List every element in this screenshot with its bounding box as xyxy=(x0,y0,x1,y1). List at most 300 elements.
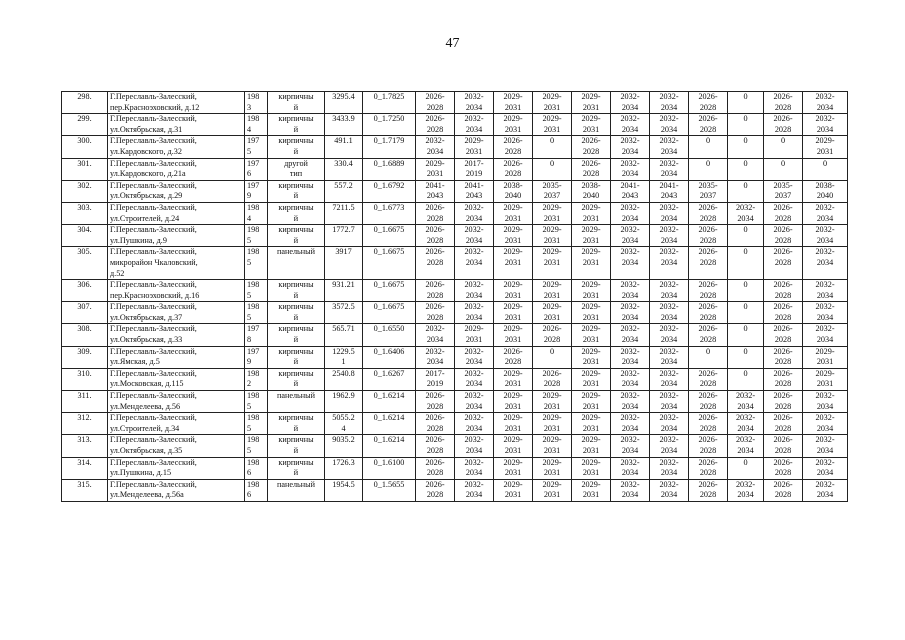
build-year-cell: 198 5 xyxy=(245,247,268,280)
address-cell: Г.Переславль-Залесский, ул.Ямская, д.5 xyxy=(108,346,245,368)
period-cell: 2026- 2028 xyxy=(764,479,803,501)
build-year-cell: 198 5 xyxy=(245,413,268,435)
period-cell: 2032- 2034 xyxy=(650,391,689,413)
period-cell: 2029- 2031 xyxy=(572,92,611,114)
address-cell: Г.Переславль-Залесский, ул.Октябрьская, д.29 xyxy=(108,180,245,202)
period-cell: 2026- 2028 xyxy=(416,92,455,114)
build-year-cell: 198 4 xyxy=(245,114,268,136)
period-cell: 2029- 2031 xyxy=(533,302,572,324)
period-cell: 2026- 2028 xyxy=(764,435,803,457)
period-cell: 2029- 2031 xyxy=(572,346,611,368)
build-year-cell: 198 5 xyxy=(245,391,268,413)
period-cell: 2026- 2028 xyxy=(416,225,455,247)
period-cell: 2032- 2034 xyxy=(416,346,455,368)
period-cell: 2029- 2031 xyxy=(572,479,611,501)
build-year-cell: 197 9 xyxy=(245,346,268,368)
row-number-cell: 314. xyxy=(62,457,108,479)
table-row xyxy=(62,114,848,136)
index-cell: 0_1.6889 xyxy=(363,158,416,180)
period-cell: 2026- 2028 xyxy=(494,136,533,158)
area-cell: 1772.7 xyxy=(325,225,363,247)
period-cell: 2032- 2034 xyxy=(803,324,848,346)
address-cell: Г.Переславль-Залесский, ул.Строителей, д.34 xyxy=(108,413,245,435)
wall-material-cell: кирпичны й xyxy=(268,435,325,457)
wall-material-cell: кирпичны й xyxy=(268,324,325,346)
period-cell: 2026- 2028 xyxy=(764,202,803,224)
period-cell: 2029- 2031 xyxy=(533,114,572,136)
address-cell: Г.Переславль-Залесский, ул.Октябрьская, д.33 xyxy=(108,324,245,346)
period-cell: 0 xyxy=(728,158,764,180)
index-cell: 0_1.6550 xyxy=(363,324,416,346)
period-cell: 2029- 2031 xyxy=(533,435,572,457)
row-number-cell: 306. xyxy=(62,280,108,302)
build-year-cell: 198 2 xyxy=(245,368,268,390)
period-cell: 2032- 2034 xyxy=(611,136,650,158)
area-cell: 3295.4 xyxy=(325,92,363,114)
area-cell: 9035.2 xyxy=(325,435,363,457)
period-cell: 2032- 2034 xyxy=(650,114,689,136)
period-cell: 2029- 2031 xyxy=(494,202,533,224)
table-row xyxy=(62,324,848,346)
period-cell: 2032- 2034 xyxy=(650,247,689,280)
period-cell: 2029- 2031 xyxy=(455,324,494,346)
address-cell: Г.Переславль-Залесский, микрорайон Чкаловский, д.52 xyxy=(108,247,245,280)
wall-material-cell: кирпичны й xyxy=(268,413,325,435)
page-number: 47 xyxy=(445,36,460,51)
table-row xyxy=(62,158,848,180)
period-cell: 2026- 2028 xyxy=(764,346,803,368)
period-cell: 2029- 2031 xyxy=(494,324,533,346)
period-cell: 2032- 2034 xyxy=(650,435,689,457)
period-cell: 2026- 2028 xyxy=(416,479,455,501)
period-cell: 2029- 2031 xyxy=(572,225,611,247)
period-cell: 2017- 2019 xyxy=(455,158,494,180)
period-cell: 2032- 2034 xyxy=(611,247,650,280)
period-cell: 2029- 2031 xyxy=(494,92,533,114)
row-number-cell: 300. xyxy=(62,136,108,158)
period-cell: 2032- 2034 xyxy=(455,247,494,280)
period-cell: 2032- 2034 xyxy=(611,302,650,324)
index-cell: 0_1.6267 xyxy=(363,368,416,390)
row-number-cell: 309. xyxy=(62,346,108,368)
period-cell: 2029- 2031 xyxy=(416,158,455,180)
period-cell: 2032- 2034 xyxy=(611,202,650,224)
build-year-cell: 198 5 xyxy=(245,302,268,324)
period-cell: 2032- 2034 xyxy=(803,457,848,479)
build-year-cell: 198 5 xyxy=(245,225,268,247)
period-cell: 2029- 2031 xyxy=(494,280,533,302)
table-row xyxy=(62,391,848,413)
area-cell: 565.71 xyxy=(325,324,363,346)
period-cell: 0 xyxy=(533,346,572,368)
period-cell: 2032- 2034 xyxy=(803,247,848,280)
period-cell: 0 xyxy=(728,247,764,280)
wall-material-cell: кирпичны й xyxy=(268,92,325,114)
table-row xyxy=(62,202,848,224)
period-cell: 0 xyxy=(689,158,728,180)
period-cell: 2026- 2028 xyxy=(416,302,455,324)
period-cell: 2029- 2031 xyxy=(494,247,533,280)
area-cell: 1229.5 1 xyxy=(325,346,363,368)
period-cell: 2032- 2034 xyxy=(650,457,689,479)
area-cell: 5055.2 4 xyxy=(325,413,363,435)
wall-material-cell: кирпичны й xyxy=(268,114,325,136)
address-cell: Г.Переславль-Залесский, ул.Октябрьская, д.31 xyxy=(108,114,245,136)
period-cell: 2032- 2034 xyxy=(728,479,764,501)
period-cell: 0 xyxy=(728,92,764,114)
period-cell: 2029- 2031 xyxy=(494,435,533,457)
period-cell: 2029- 2031 xyxy=(494,479,533,501)
period-cell: 2029- 2031 xyxy=(494,368,533,390)
area-cell: 330.4 xyxy=(325,158,363,180)
table-row xyxy=(62,346,848,368)
period-cell: 2032- 2034 xyxy=(611,391,650,413)
period-cell: 0 xyxy=(803,158,848,180)
period-cell: 0 xyxy=(533,136,572,158)
period-cell: 2026- 2028 xyxy=(494,346,533,368)
period-cell: 2026- 2028 xyxy=(764,302,803,324)
period-cell: 2032- 2034 xyxy=(803,391,848,413)
period-cell: 0 xyxy=(728,280,764,302)
area-cell: 3917 xyxy=(325,247,363,280)
period-cell: 0 xyxy=(728,346,764,368)
build-year-cell: 198 6 xyxy=(245,479,268,501)
period-cell: 2035- 2037 xyxy=(689,180,728,202)
address-cell: Г.Переславль-Залесский, ул.Московская, д.115 xyxy=(108,368,245,390)
period-cell: 2032- 2034 xyxy=(416,136,455,158)
row-number-cell: 313. xyxy=(62,435,108,457)
period-cell: 2026- 2028 xyxy=(689,92,728,114)
address-cell: Г.Переславль-Залесский, ул.Менделеева, д.56а xyxy=(108,479,245,501)
row-number-cell: 302. xyxy=(62,180,108,202)
period-cell: 2032- 2034 xyxy=(455,413,494,435)
period-cell: 2026- 2028 xyxy=(416,457,455,479)
address-cell: Г.Переславль-Залесский, пер.Красноэховский, д.16 xyxy=(108,280,245,302)
wall-material-cell: кирпичны й xyxy=(268,202,325,224)
period-cell: 2026- 2028 xyxy=(416,202,455,224)
period-cell: 2026- 2028 xyxy=(533,324,572,346)
housing-registry-table xyxy=(61,91,848,502)
index-cell: 0_1.6214 xyxy=(363,391,416,413)
table-row xyxy=(62,280,848,302)
period-cell: 2026- 2028 xyxy=(416,435,455,457)
row-number-cell: 305. xyxy=(62,247,108,280)
period-cell: 2032- 2034 xyxy=(650,479,689,501)
period-cell: 2026- 2028 xyxy=(494,158,533,180)
wall-material-cell: панельный xyxy=(268,479,325,501)
index-cell: 0_1.6406 xyxy=(363,346,416,368)
row-number-cell: 303. xyxy=(62,202,108,224)
index-cell: 0_1.6214 xyxy=(363,435,416,457)
area-cell: 1962.9 xyxy=(325,391,363,413)
period-cell: 2029- 2031 xyxy=(572,114,611,136)
table-row xyxy=(62,479,848,501)
table-row xyxy=(62,435,848,457)
period-cell: 2026- 2028 xyxy=(689,413,728,435)
period-cell: 2026- 2028 xyxy=(689,247,728,280)
period-cell: 0 xyxy=(728,180,764,202)
period-cell: 2029- 2031 xyxy=(494,413,533,435)
index-cell: 0_1.6675 xyxy=(363,280,416,302)
address-cell: Г.Переславль-Залесский, ул.Октябрьская, д.35 xyxy=(108,435,245,457)
period-cell: 2026- 2028 xyxy=(689,202,728,224)
period-cell: 2032- 2034 xyxy=(455,435,494,457)
period-cell: 2026- 2028 xyxy=(689,368,728,390)
period-cell: 2029- 2031 xyxy=(494,391,533,413)
period-cell: 2029- 2031 xyxy=(533,457,572,479)
area-cell: 557.2 xyxy=(325,180,363,202)
period-cell: 2029- 2031 xyxy=(533,92,572,114)
table-row xyxy=(62,92,848,114)
period-cell: 2032- 2034 xyxy=(416,324,455,346)
period-cell: 2032- 2034 xyxy=(650,136,689,158)
period-cell: 2026- 2028 xyxy=(689,225,728,247)
period-cell: 2029- 2031 xyxy=(494,225,533,247)
period-cell: 2038- 2040 xyxy=(494,180,533,202)
period-cell: 2029- 2031 xyxy=(533,247,572,280)
period-cell: 2032- 2034 xyxy=(611,368,650,390)
period-cell: 2041- 2043 xyxy=(455,180,494,202)
period-cell: 0 xyxy=(764,136,803,158)
period-cell: 2032- 2034 xyxy=(728,391,764,413)
period-cell: 2032- 2034 xyxy=(455,368,494,390)
wall-material-cell: другой тип xyxy=(268,158,325,180)
period-cell: 2032- 2034 xyxy=(611,435,650,457)
period-cell: 0 xyxy=(728,324,764,346)
period-cell: 2029- 2031 xyxy=(572,391,611,413)
period-cell: 2026- 2028 xyxy=(416,247,455,280)
row-number-cell: 308. xyxy=(62,324,108,346)
period-cell: 0 xyxy=(764,158,803,180)
period-cell: 2032- 2034 xyxy=(650,202,689,224)
period-cell: 0 xyxy=(728,302,764,324)
period-cell: 2026- 2028 xyxy=(764,114,803,136)
area-cell: 3433.9 xyxy=(325,114,363,136)
period-cell: 2026- 2028 xyxy=(764,457,803,479)
period-cell: 2032- 2034 xyxy=(650,368,689,390)
period-cell: 0 xyxy=(728,136,764,158)
period-cell: 2032- 2034 xyxy=(650,346,689,368)
area-cell: 2540.8 xyxy=(325,368,363,390)
period-cell: 2026- 2028 xyxy=(689,280,728,302)
period-cell: 2026- 2028 xyxy=(764,324,803,346)
period-cell: 2029- 2031 xyxy=(572,280,611,302)
period-cell: 2035- 2037 xyxy=(533,180,572,202)
period-cell: 2032- 2034 xyxy=(728,202,764,224)
table-row xyxy=(62,413,848,435)
period-cell: 2029- 2031 xyxy=(572,202,611,224)
period-cell: 2032- 2034 xyxy=(650,225,689,247)
period-cell: 0 xyxy=(728,114,764,136)
build-year-cell: 198 6 xyxy=(245,457,268,479)
period-cell: 2032- 2034 xyxy=(650,280,689,302)
address-cell: Г.Переславль-Залесский, пер.Красноэховский, д.12 xyxy=(108,92,245,114)
period-cell: 2032- 2034 xyxy=(803,479,848,501)
period-cell: 2032- 2034 xyxy=(455,280,494,302)
address-cell: Г.Переславль-Залесский, ул.Октябрьская, д.37 xyxy=(108,302,245,324)
period-cell: 2032- 2034 xyxy=(455,114,494,136)
period-cell: 2032- 2034 xyxy=(803,225,848,247)
period-cell: 2032- 2034 xyxy=(803,114,848,136)
build-year-cell: 197 9 xyxy=(245,180,268,202)
row-number-cell: 299. xyxy=(62,114,108,136)
area-cell: 1726.3 xyxy=(325,457,363,479)
period-cell: 2032- 2034 xyxy=(611,114,650,136)
period-cell: 2032- 2034 xyxy=(455,202,494,224)
period-cell: 2026- 2028 xyxy=(689,302,728,324)
period-cell: 2029- 2031 xyxy=(572,247,611,280)
period-cell: 2032- 2034 xyxy=(455,457,494,479)
period-cell: 2032- 2034 xyxy=(803,435,848,457)
period-cell: 2026- 2028 xyxy=(764,247,803,280)
build-year-cell: 198 5 xyxy=(245,280,268,302)
period-cell: 2032- 2034 xyxy=(650,92,689,114)
period-cell: 2032- 2034 xyxy=(611,280,650,302)
area-cell: 491.1 xyxy=(325,136,363,158)
period-cell: 2026- 2028 xyxy=(689,114,728,136)
period-cell: 2029- 2031 xyxy=(572,324,611,346)
period-cell: 2032- 2034 xyxy=(728,413,764,435)
period-cell: 2029- 2031 xyxy=(533,479,572,501)
table-row xyxy=(62,136,848,158)
index-cell: 0_1.7250 xyxy=(363,114,416,136)
wall-material-cell: кирпичны й xyxy=(268,346,325,368)
address-cell: Г.Переславль-Залесский, ул.Менделеева, д.56 xyxy=(108,391,245,413)
period-cell: 0 xyxy=(728,225,764,247)
area-cell: 7211.5 xyxy=(325,202,363,224)
address-cell: Г.Переславль-Залесский, ул.Кардовского, д.21а xyxy=(108,158,245,180)
index-cell: 0_1.6675 xyxy=(363,225,416,247)
period-cell: 2032- 2034 xyxy=(455,391,494,413)
period-cell: 2026- 2028 xyxy=(689,391,728,413)
period-cell: 2017- 2019 xyxy=(416,368,455,390)
wall-material-cell: кирпичны й xyxy=(268,136,325,158)
wall-material-cell: кирпичны й xyxy=(268,302,325,324)
period-cell: 2038- 2040 xyxy=(572,180,611,202)
period-cell: 2032- 2034 xyxy=(611,158,650,180)
period-cell: 2029- 2031 xyxy=(572,302,611,324)
address-cell: Г.Переславль-Залесский, ул.Пушкина, д.9 xyxy=(108,225,245,247)
period-cell: 2032- 2034 xyxy=(455,225,494,247)
period-cell: 2032- 2034 xyxy=(803,202,848,224)
period-cell: 2029- 2031 xyxy=(803,346,848,368)
period-cell: 2026- 2028 xyxy=(689,324,728,346)
period-cell: 0 xyxy=(689,346,728,368)
table-row xyxy=(62,247,848,280)
period-cell: 2029- 2031 xyxy=(533,225,572,247)
table-row xyxy=(62,225,848,247)
period-cell: 2026- 2028 xyxy=(416,391,455,413)
address-cell: Г.Переславль-Залесский, ул.Кардовского, д.32 xyxy=(108,136,245,158)
table-row xyxy=(62,368,848,390)
row-number-cell: 315. xyxy=(62,479,108,501)
period-cell: 2029- 2031 xyxy=(533,391,572,413)
address-cell: Г.Переславль-Залесский, ул.Пушкина, д.15 xyxy=(108,457,245,479)
period-cell: 2026- 2028 xyxy=(572,136,611,158)
period-cell: 0 xyxy=(533,158,572,180)
period-cell: 2032- 2034 xyxy=(455,302,494,324)
row-number-cell: 301. xyxy=(62,158,108,180)
period-cell: 2032- 2034 xyxy=(611,479,650,501)
index-cell: 0_1.7179 xyxy=(363,136,416,158)
wall-material-cell: кирпичны й xyxy=(268,280,325,302)
wall-material-cell: кирпичны й xyxy=(268,368,325,390)
period-cell: 2026- 2028 xyxy=(416,114,455,136)
row-number-cell: 310. xyxy=(62,368,108,390)
period-cell: 2029- 2031 xyxy=(572,457,611,479)
table-row xyxy=(62,302,848,324)
wall-material-cell: панельный xyxy=(268,247,325,280)
period-cell: 2041- 2043 xyxy=(650,180,689,202)
period-cell: 2029- 2031 xyxy=(494,114,533,136)
period-cell: 2029- 2031 xyxy=(533,413,572,435)
build-year-cell: 197 5 xyxy=(245,136,268,158)
period-cell: 2029- 2031 xyxy=(803,368,848,390)
period-cell: 2032- 2034 xyxy=(455,479,494,501)
period-cell: 2032- 2034 xyxy=(611,457,650,479)
address-cell: Г.Переславль-Залесский, ул.Строителей, д.24 xyxy=(108,202,245,224)
period-cell: 2026- 2028 xyxy=(764,92,803,114)
index-cell: 0_1.6214 xyxy=(363,413,416,435)
period-cell: 2026- 2028 xyxy=(533,368,572,390)
period-cell: 2026- 2028 xyxy=(764,280,803,302)
period-cell: 2029- 2031 xyxy=(572,413,611,435)
period-cell: 2029- 2031 xyxy=(533,202,572,224)
row-number-cell: 304. xyxy=(62,225,108,247)
period-cell: 2032- 2034 xyxy=(650,158,689,180)
area-cell: 931.21 xyxy=(325,280,363,302)
period-cell: 2026- 2028 xyxy=(416,413,455,435)
period-cell: 2032- 2034 xyxy=(650,324,689,346)
index-cell: 0_1.7825 xyxy=(363,92,416,114)
build-year-cell: 198 5 xyxy=(245,435,268,457)
period-cell: 2032- 2034 xyxy=(728,435,764,457)
period-cell: 2032- 2034 xyxy=(650,302,689,324)
index-cell: 0_1.6100 xyxy=(363,457,416,479)
period-cell: 2032- 2034 xyxy=(803,413,848,435)
table-row xyxy=(62,180,848,202)
period-cell: 2029- 2031 xyxy=(572,368,611,390)
period-cell: 2032- 2034 xyxy=(611,92,650,114)
period-cell: 2026- 2028 xyxy=(689,479,728,501)
index-cell: 0_1.6675 xyxy=(363,302,416,324)
build-year-cell: 198 4 xyxy=(245,202,268,224)
area-cell: 3572.5 xyxy=(325,302,363,324)
period-cell: 2032- 2034 xyxy=(455,346,494,368)
period-cell: 2029- 2031 xyxy=(494,457,533,479)
period-cell: 2032- 2034 xyxy=(611,346,650,368)
period-cell: 2029- 2031 xyxy=(494,302,533,324)
row-number-cell: 307. xyxy=(62,302,108,324)
period-cell: 2032- 2034 xyxy=(650,413,689,435)
period-cell: 2026- 2028 xyxy=(764,225,803,247)
period-cell: 2026- 2028 xyxy=(416,280,455,302)
period-cell: 2026- 2028 xyxy=(689,435,728,457)
period-cell: 2032- 2034 xyxy=(803,92,848,114)
period-cell: 2032- 2034 xyxy=(455,92,494,114)
period-cell: 2032- 2034 xyxy=(803,302,848,324)
period-cell: 2038- 2040 xyxy=(803,180,848,202)
period-cell: 2026- 2028 xyxy=(764,368,803,390)
period-cell: 2032- 2034 xyxy=(611,324,650,346)
area-cell: 1954.5 xyxy=(325,479,363,501)
period-cell: 2032- 2034 xyxy=(611,225,650,247)
period-cell: 2032- 2034 xyxy=(803,280,848,302)
period-cell: 2029- 2031 xyxy=(803,136,848,158)
period-cell: 2041- 2043 xyxy=(416,180,455,202)
build-year-cell: 198 3 xyxy=(245,92,268,114)
period-cell: 2029- 2031 xyxy=(533,280,572,302)
